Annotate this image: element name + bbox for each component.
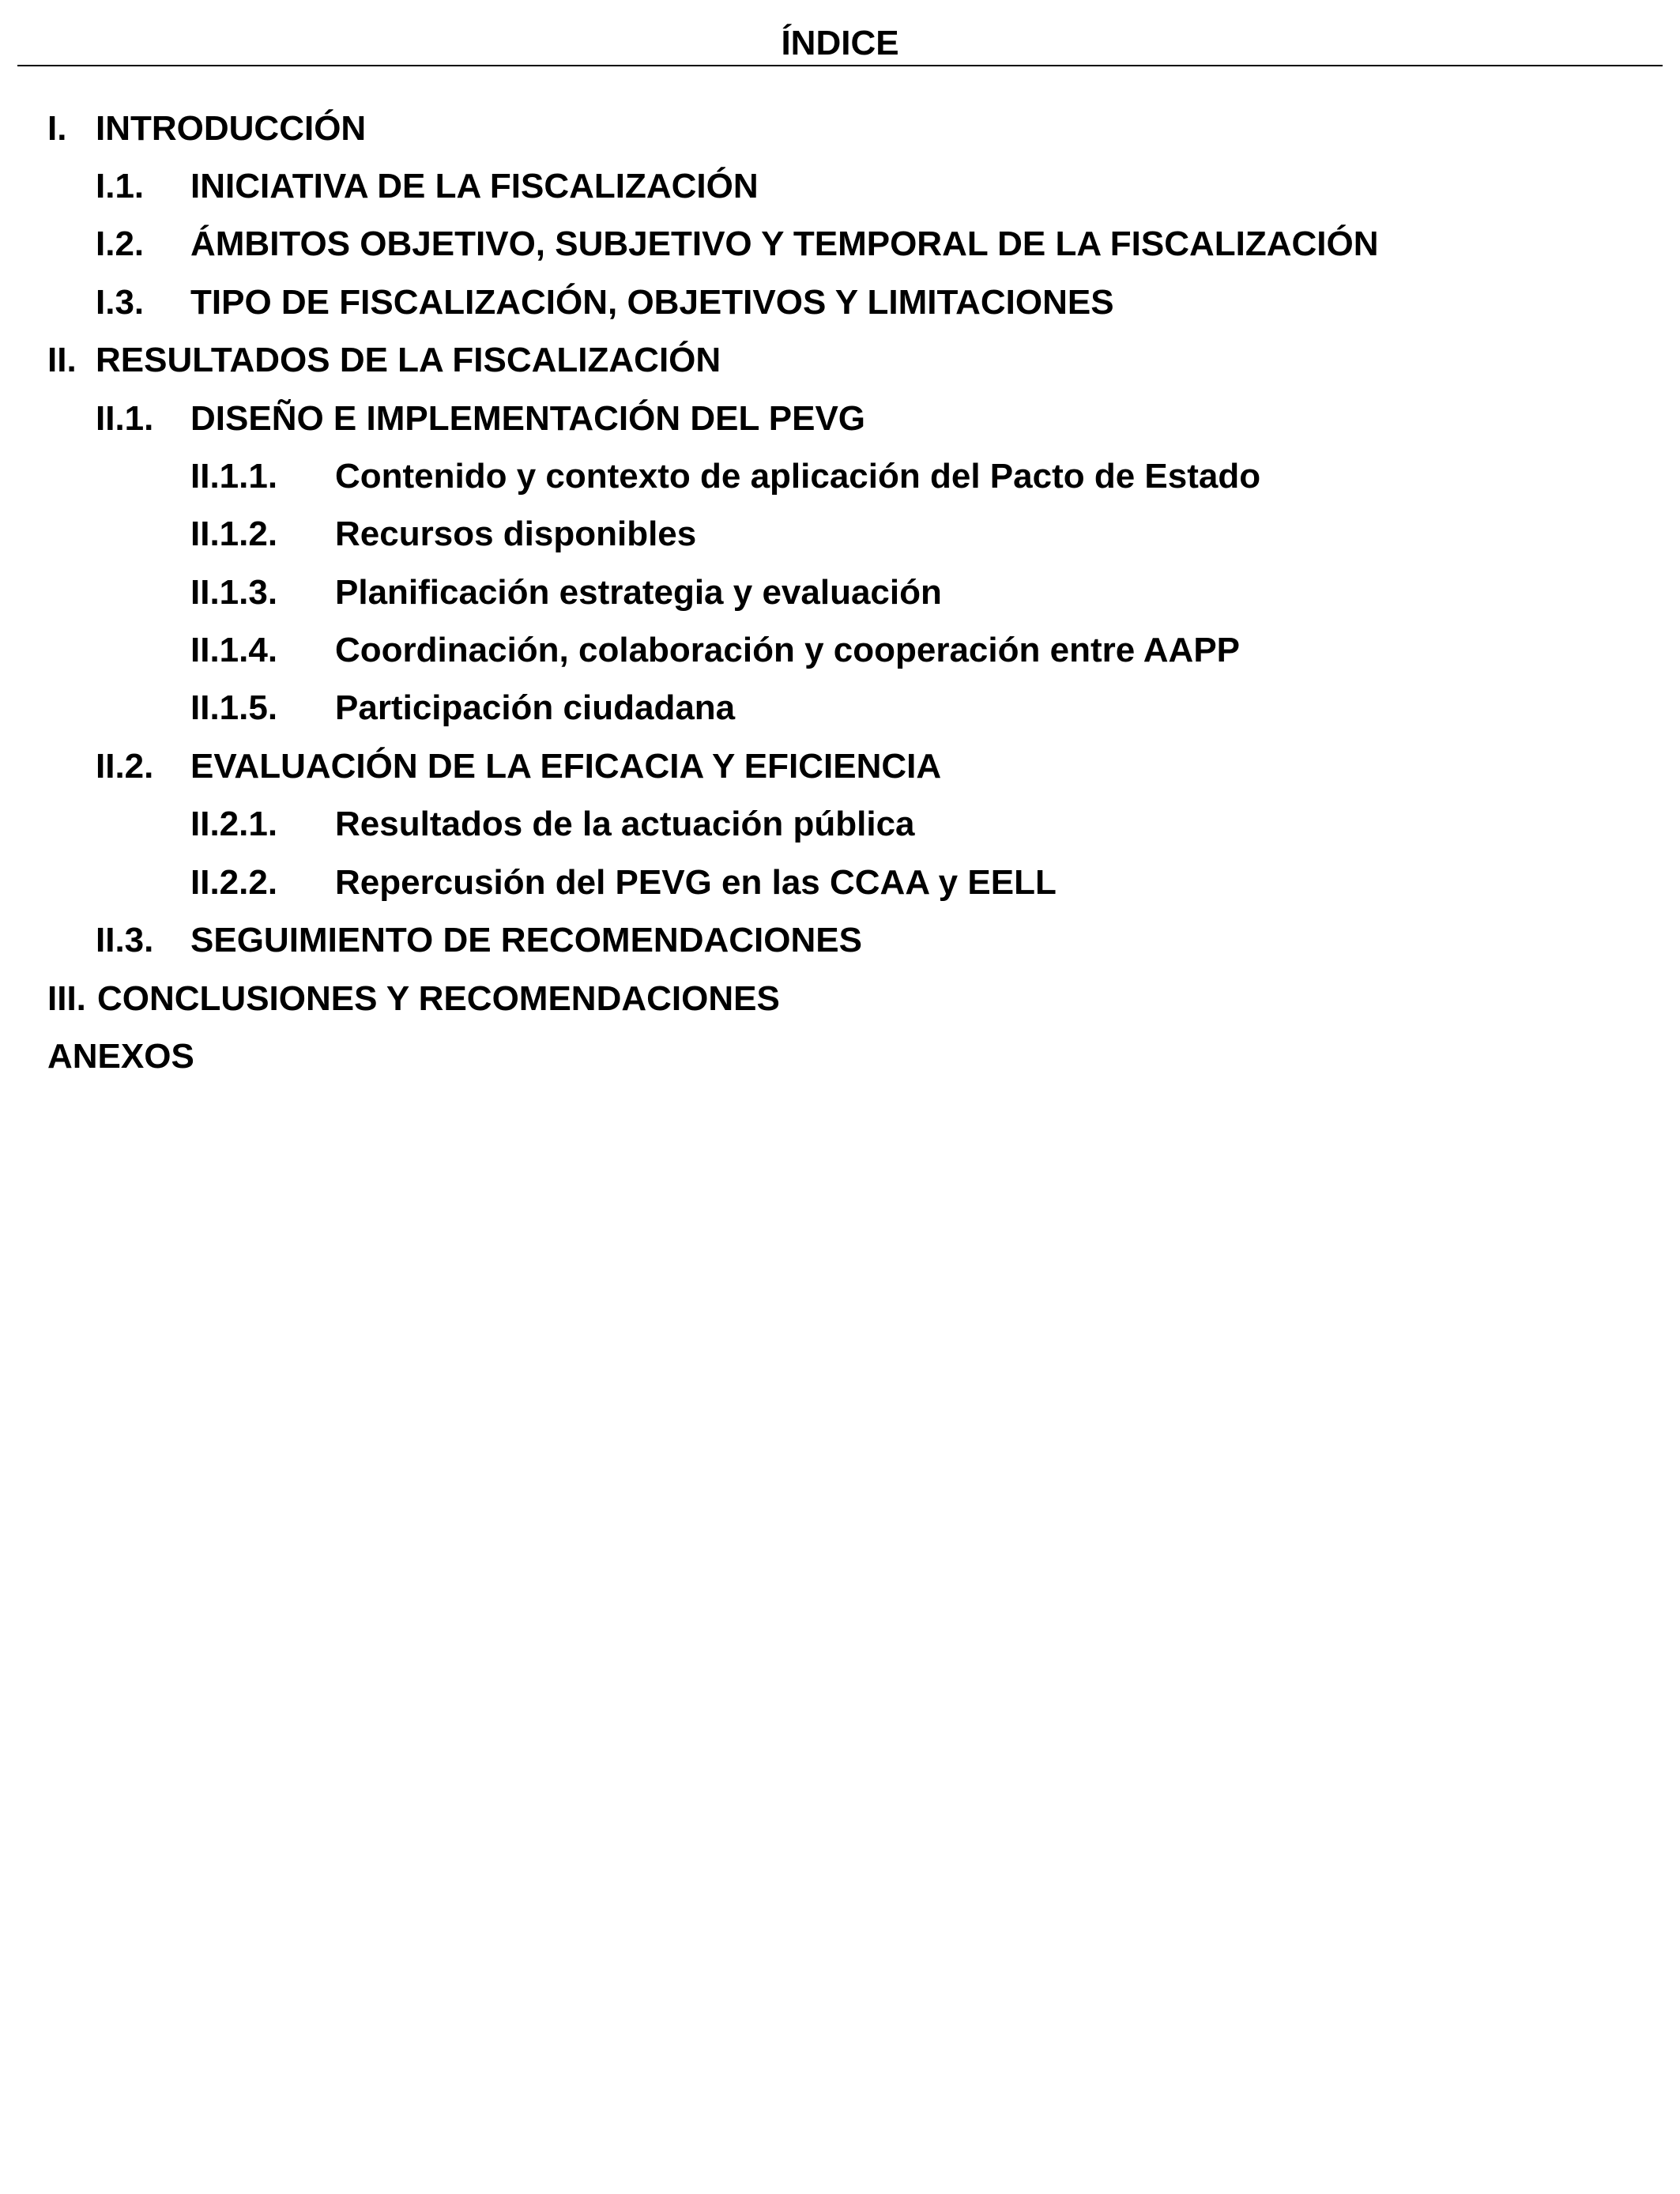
- toc-number: II.1.5.: [190, 688, 278, 727]
- toc-entry-anexos: [0, 1033, 1680, 1080]
- toc-number: II.3.: [96, 921, 154, 959]
- toc-entry-contenido: [0, 453, 1680, 500]
- toc-number: I.: [47, 109, 67, 148]
- toc-entry-resultados-actuacion: [0, 801, 1680, 848]
- toc-label: CONCLUSIONES Y RECOMENDACIONES: [97, 979, 780, 1018]
- toc-entry-participacion: [0, 684, 1680, 732]
- toc-label: DISEÑO E IMPLEMENTACIÓN DEL PEVG: [190, 399, 866, 438]
- toc-entry-iniciativa: [0, 163, 1680, 210]
- toc-label: Planificación estrategia y evaluación: [335, 573, 942, 612]
- toc-number: III.: [47, 979, 86, 1018]
- toc-number: I.3.: [96, 283, 145, 322]
- toc-entry-seguimiento: [0, 917, 1680, 964]
- toc-entry-repercusion: [0, 859, 1680, 907]
- toc-number: II.1.: [96, 399, 154, 438]
- toc-number: I.1.: [96, 167, 145, 205]
- toc-entry-tipo: [0, 279, 1680, 326]
- page-title: ÍNDICE: [781, 24, 899, 62]
- toc-number: II.: [47, 341, 77, 379]
- toc-label: RESULTADOS DE LA FISCALIZACIÓN: [96, 341, 721, 379]
- toc-label: ÁMBITOS OBJETIVO, SUBJETIVO Y TEMPORAL DE LA FISCALIZACIÓN: [190, 224, 1379, 263]
- toc-entry-introduccion: [0, 105, 1680, 153]
- toc-entry-planificacion: [0, 569, 1680, 616]
- toc-label: INTRODUCCIÓN: [96, 109, 367, 148]
- toc-entry-resultados: [0, 337, 1680, 384]
- toc-label: Coordinación, colaboración y cooperación entre AAPP: [335, 631, 1241, 669]
- toc-entry-recursos: [0, 511, 1680, 558]
- toc-label: EVALUACIÓN DE LA EFICACIA Y EFICIENCIA: [190, 747, 942, 786]
- toc-entry-evaluacion: [0, 743, 1680, 790]
- toc-number: II.2.2.: [190, 863, 278, 902]
- toc-number: II.2.: [96, 747, 154, 786]
- toc-label: Recursos disponibles: [335, 515, 697, 553]
- toc-label: SEGUIMIENTO DE RECOMENDACIONES: [190, 921, 862, 959]
- toc-number: II.1.2.: [190, 515, 278, 553]
- toc-label: Resultados de la actuación pública: [335, 805, 915, 843]
- toc-number: I.2.: [96, 224, 145, 263]
- toc-label: TIPO DE FISCALIZACIÓN, OBJETIVOS Y LIMITACIONES: [190, 283, 1114, 322]
- toc-number: II.1.4.: [190, 631, 278, 669]
- toc-entry-ambitos: [0, 221, 1680, 268]
- toc-label: Repercusión del PEVG en las CCAA y EELL: [335, 863, 1057, 902]
- toc-number: II.2.1.: [190, 805, 278, 843]
- toc-label: Contenido y contexto de aplicación del Pacto de Estado: [335, 457, 1261, 496]
- toc-entry-conclusiones: [0, 975, 1680, 1023]
- toc-label: INICIATIVA DE LA FISCALIZACIÓN: [190, 167, 759, 205]
- toc-label: ANEXOS: [47, 1037, 194, 1076]
- toc-entry-coordinacion: [0, 627, 1680, 674]
- toc-label: Participación ciudadana: [335, 688, 736, 727]
- title-divider: [17, 65, 1663, 66]
- toc-number: II.1.3.: [190, 573, 278, 612]
- toc-number: II.1.1.: [190, 457, 278, 496]
- toc-entry-diseno: [0, 395, 1680, 443]
